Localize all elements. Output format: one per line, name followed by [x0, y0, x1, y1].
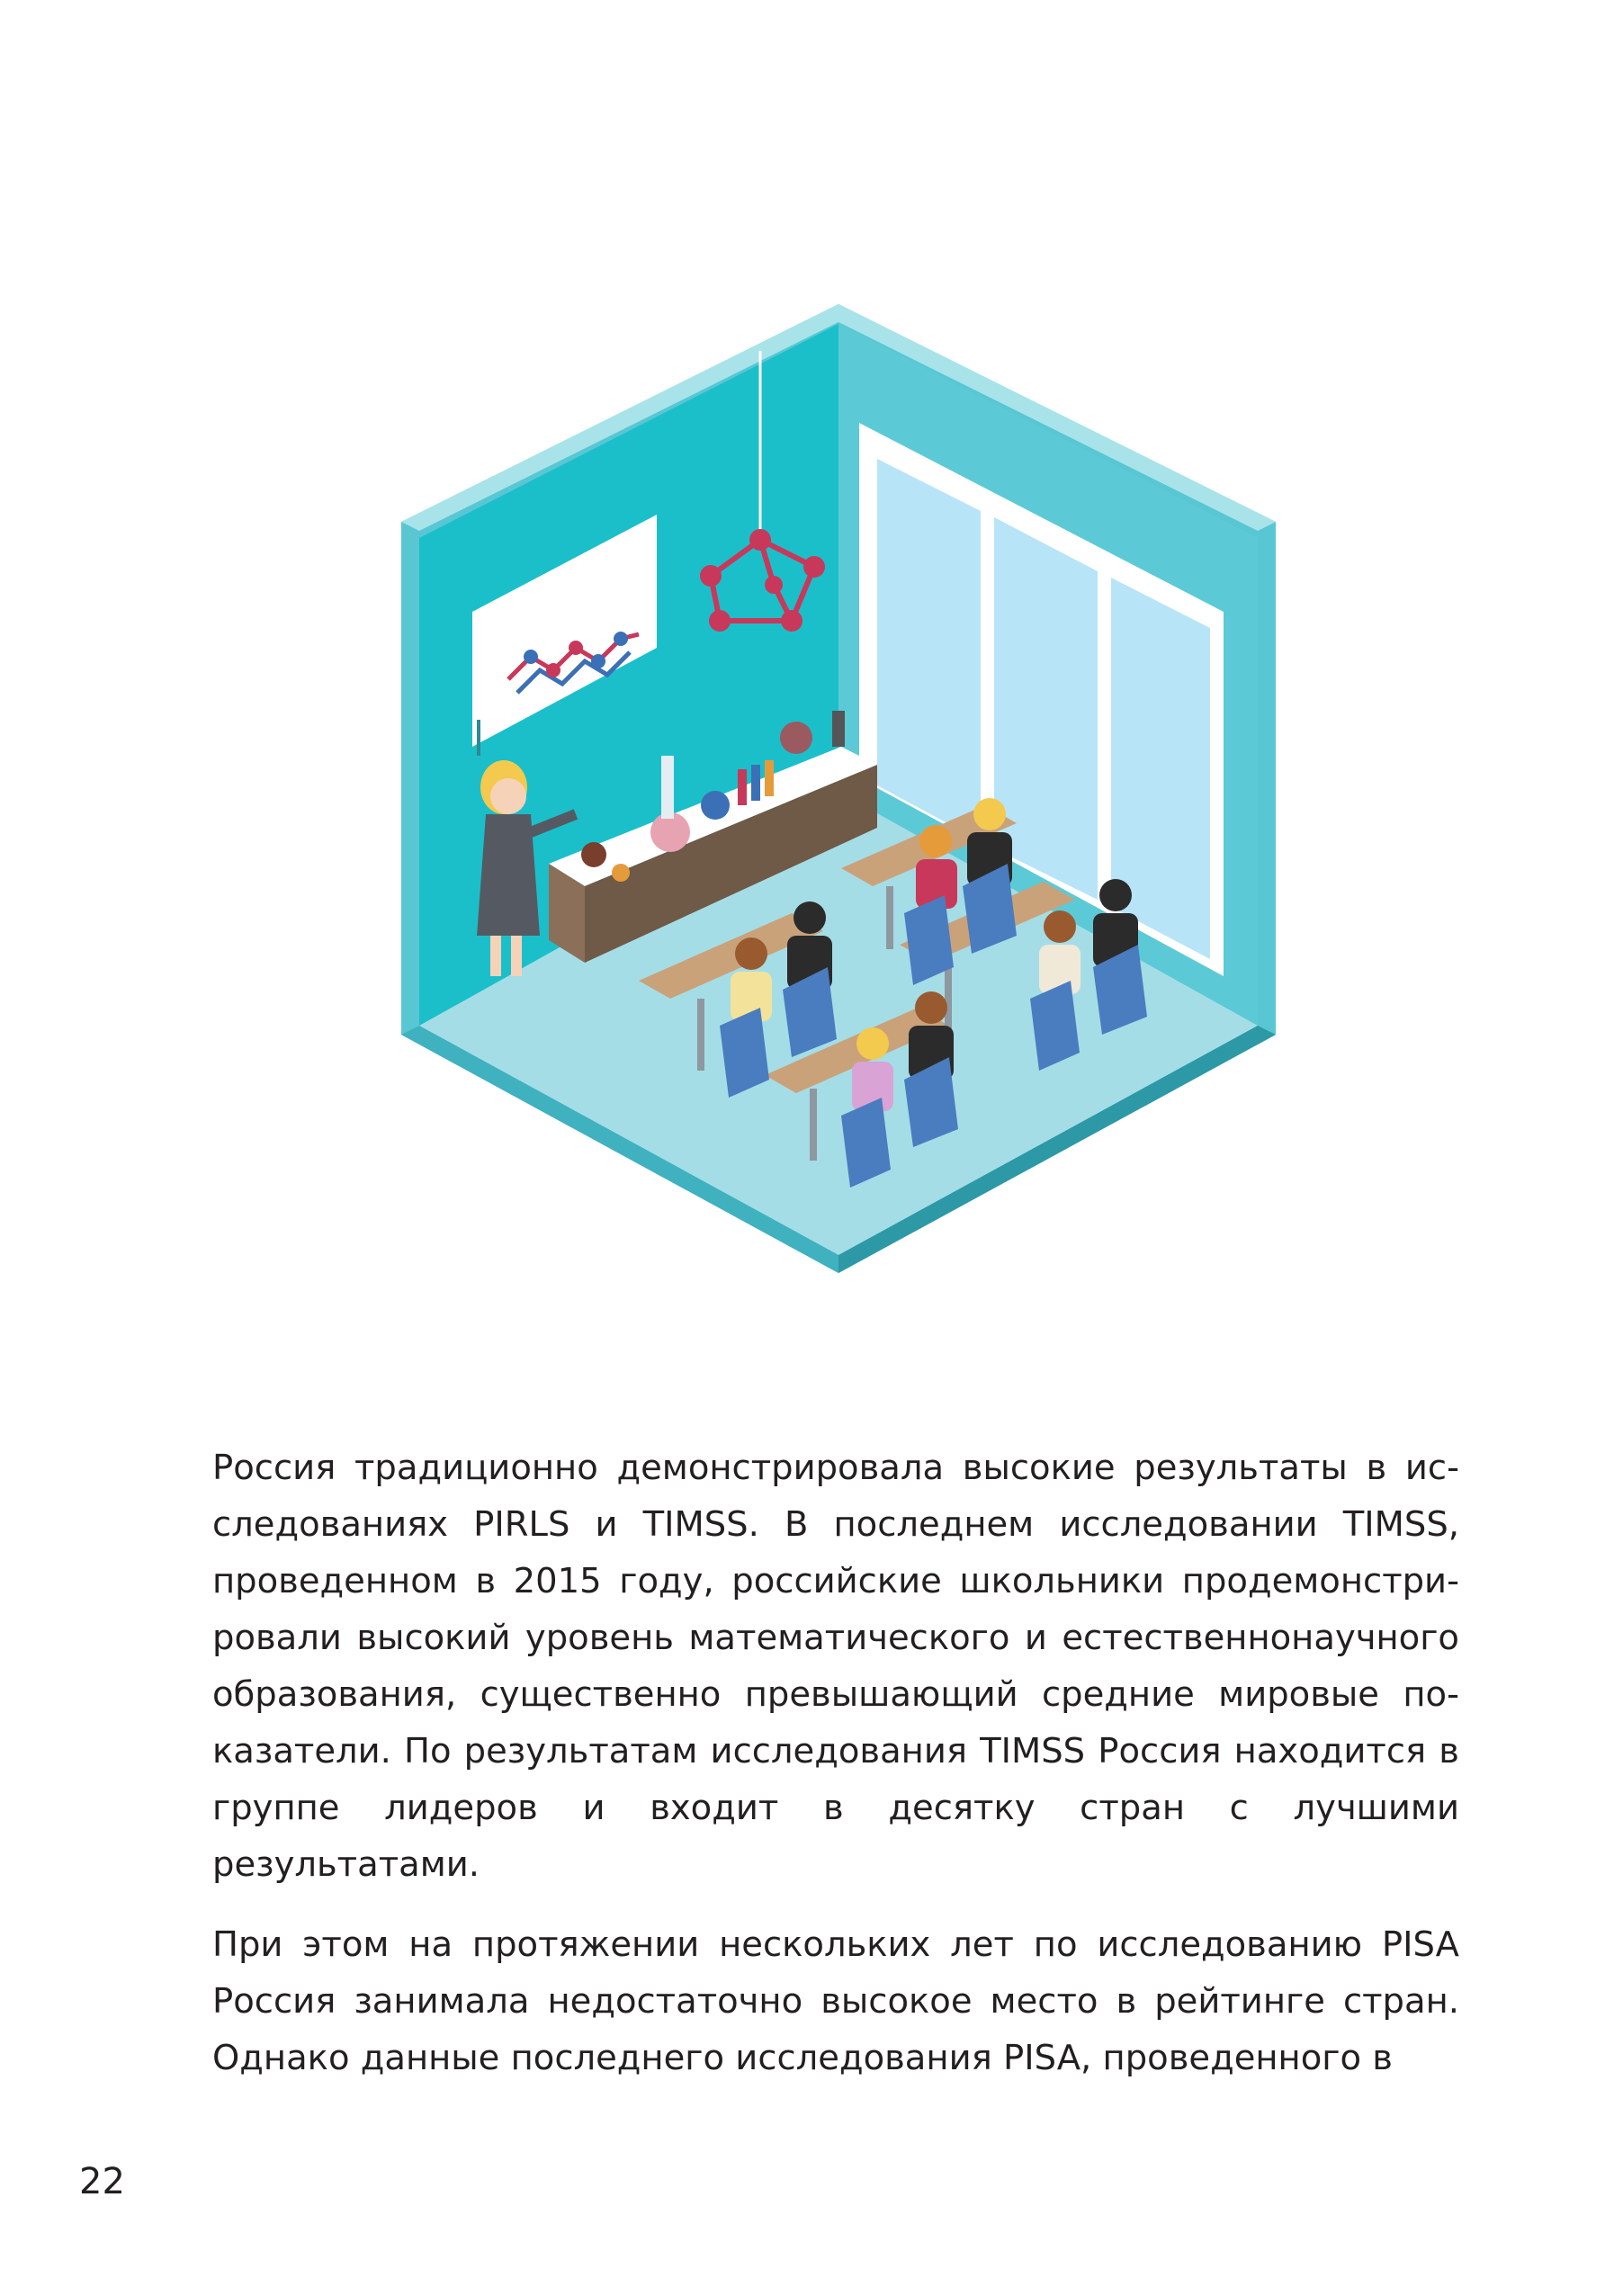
paragraph-1-text: Россия традиционно демонстрировала высокие результаты в исследованиях PIRLS и TIMSS. В последнем исследовании TIMSS, проведенном в 2015 году, российские школьники продемонстрировали высокий уровень математического и естественнонаучного образования, существенно превышающий средние мировые показатели. По результатам исследования TIMSS Россия находится в группе лидеров и входит в десятку стран с лучшими результатами.: [212, 1448, 1459, 1885]
body-text-paragraph-1: [212, 1439, 1459, 1893]
paragraph-2-text: При этом на протяжении нескольких лет по исследованию PISA Россия занимала недостаточно высокое место в рейтинге стран. Однако данные последнего исследования PISA, проведенного в: [212, 1924, 1459, 2078]
body-text-paragraph-2: [212, 1916, 1459, 2086]
page-number: 22: [79, 2161, 125, 2202]
